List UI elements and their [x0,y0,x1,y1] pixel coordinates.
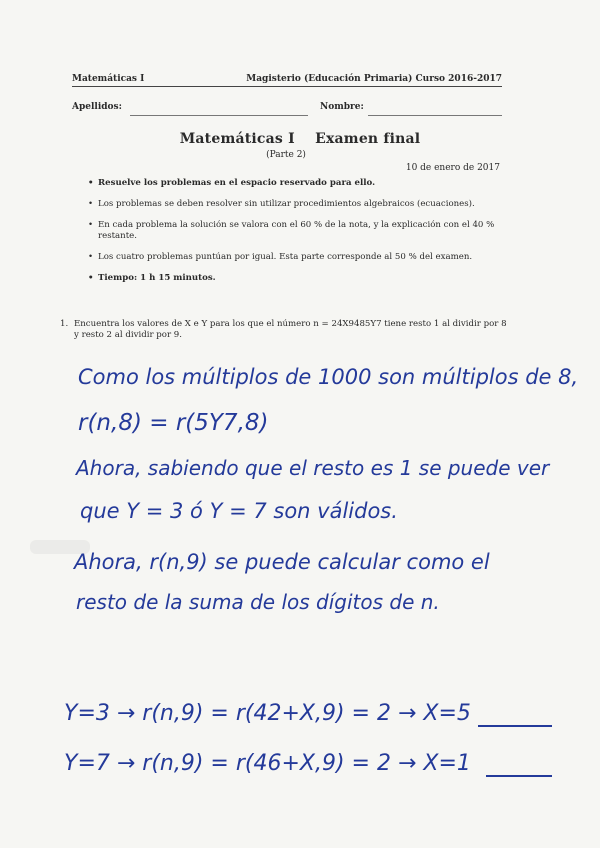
problem-text: Encuentra los valores de X e Y para los que el número n = 24X9485Y7 tiene resto 1 al dividir por 8 y resto 2 al dividir por 9. [74,319,507,340]
exam-part: (Parte 2) [266,150,306,160]
handwriting-line: Ahora, sabiendo que el resto es 1 se puede ver [76,456,550,480]
instruction-item: • Resuelve los problemas en el espacio reservado para ello. [88,178,508,189]
exam-title: Matemáticas I Examen final [179,131,421,147]
exam-date: 10 de enero de 2017 [405,163,500,173]
instruction-item: • Tiempo: 1 h 15 minutos. [88,273,508,284]
handwriting-line: Ahora, r(n,9) se puede calcular como el [74,550,490,574]
handwriting-line: que Y = 3 ó Y = 7 son válidos. [80,499,398,523]
header-program: Magisterio (Educación Primaria) Curso 2016-2017 [246,74,502,84]
handwriting-line: Y=7 → r(n,9) = r(46+X,9) = 2 → X=1 [64,751,471,776]
instruction-item: • Los problemas se deben resolver sin utilizar procedimientos algebraicos (ecuaciones). [88,199,508,210]
instruction-item: • En cada problema la solución se valora con el 60 % de la nota, y la explicación con el 40 % restante. [88,220,508,242]
handwriting-line: resto de la suma de los dígitos de n. [76,590,440,614]
handwriting-line: r(n,8) = r(5Y7,8) [78,410,269,436]
handwriting-line: Y=3 → r(n,9) = r(42+X,9) = 2 → X=5 [64,701,471,726]
problem-number: 1. [60,319,69,329]
header-course: Matemáticas I [72,74,145,84]
name-label: Nombre: [320,102,364,112]
surname-label: Apellidos: [72,102,122,112]
instruction-item: • Los cuatro problemas puntúan por igual. Esta parte corresponde al 50 % del examen. [88,252,508,263]
handwriting-line: Como los múltiplos de 1000 son múltiplos de 8, [78,365,579,389]
